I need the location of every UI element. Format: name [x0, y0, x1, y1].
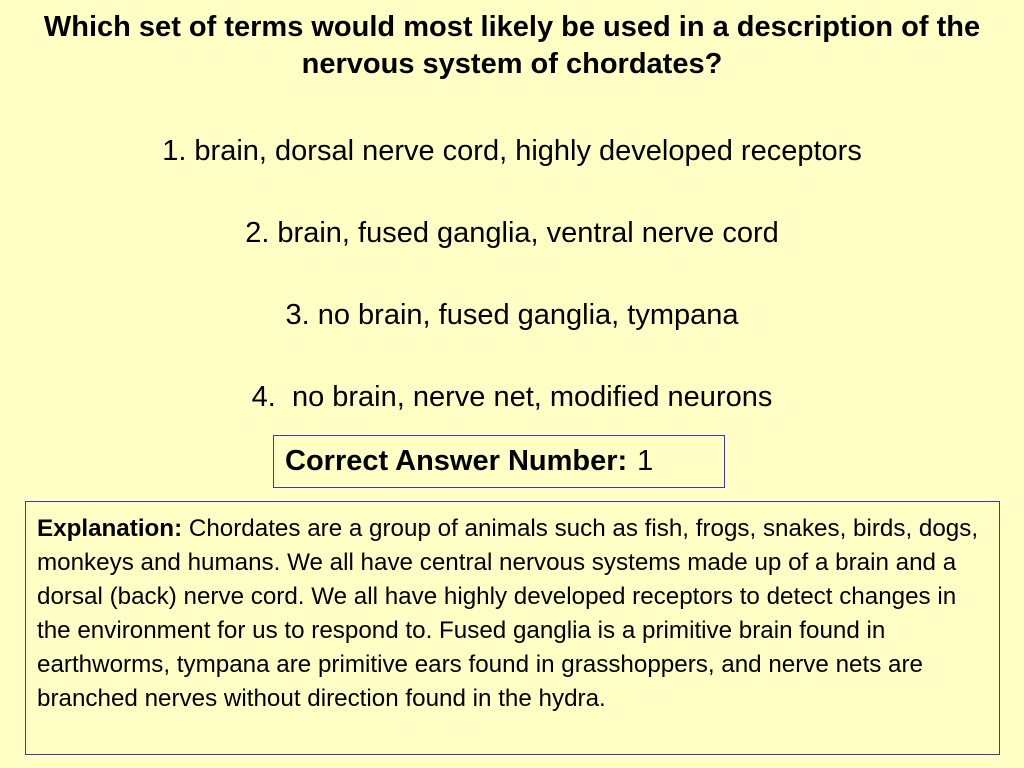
option-2: 2. brain, fused ganglia, ventral nerve cord [245, 217, 779, 249]
question-text: Which set of terms would most likely be used in a description of the nervous system of chordates? [43, 11, 981, 80]
answer-options [0, 130, 1024, 458]
option-3: 3. no brain, fused ganglia, tympana [285, 299, 739, 331]
correct-answer-box [273, 435, 725, 488]
explanation-box [25, 501, 1000, 755]
explanation-text: Chordates are a group of animals such as fish, frogs, snakes, birds, dogs, monkeys and humans. We all have central nervous systems made up of a brain and a dorsal (back) nerve cord. We all have highly developed receptors to detect changes in the environment for us to respond to. Fused ganglia is a primitive brain found in earthworms, tympana are primitive ears found in grasshoppers, and nerve nets are branched nerves without direction found in the hydra. [37, 515, 979, 712]
correct-answer-value: 1 [637, 445, 654, 477]
explanation-label: Explanation: [37, 515, 183, 542]
option-4: 4. no brain, nerve net, modified neurons [251, 381, 773, 413]
option-1: 1. brain, dorsal nerve cord, highly developed receptors [162, 135, 862, 167]
correct-answer-label: Correct Answer Number: [285, 445, 628, 477]
